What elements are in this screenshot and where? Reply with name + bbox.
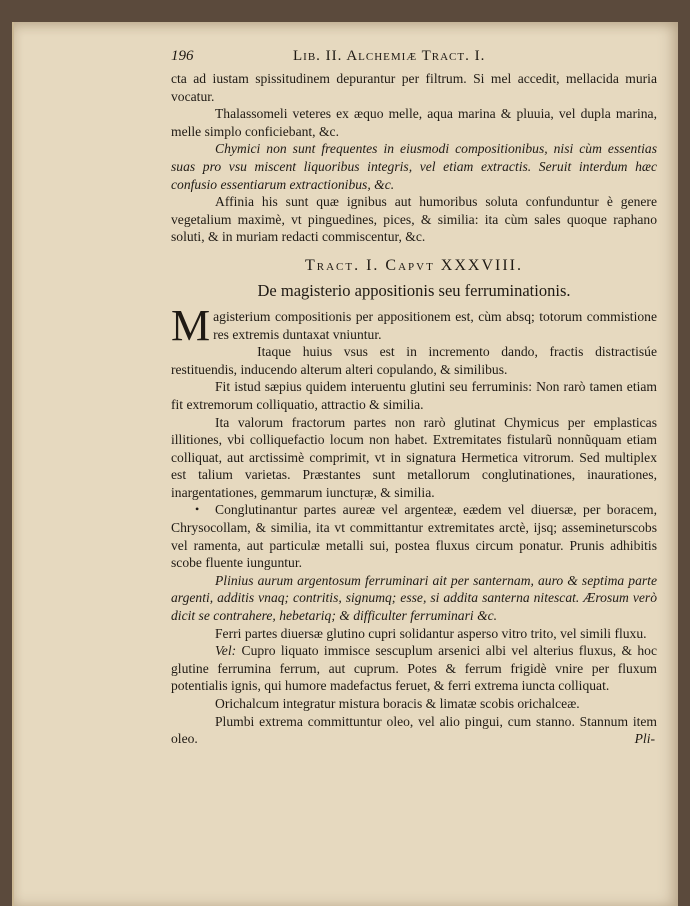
paragraph-chymici: Chymici non sunt frequentes in eiusmodi compositionibus, nisi cùm essentias suas pro vsu miscent liquoribus integris, vel etiam extractis. Seruit interdum hæc confusio essentiarum extractionibus, &c. bbox=[171, 141, 657, 192]
paragraph-orichalcum: Orichalcum integratur mistura boracis & limatæ scobis orichalceæ. bbox=[215, 696, 580, 711]
paragraph-thalassomeli: Thalassomeli veteres ex æquo melle, aqua marina & pluuia, vel dupla marina, melle simplo conficiebant, &c. bbox=[171, 106, 657, 139]
paragraph-magisterium-text: agisterium compositionis per appositionem est, cùm absq; totorum commistione res extremis duntaxat vniuntur. bbox=[213, 308, 657, 342]
paragraph-fit-istud: Fit istud sæpius quidem interuentu glutini seu ferruminis: Non rarò tamen etiam fit extremorum colliquatio, attractio & similia. bbox=[171, 379, 657, 412]
paragraph-vel-text: Cupro liquato immisce sescuplum arsenici albi vel alterius fluxus, & hoc glutine ferrumina ferrum, aut cuprum. Potes & ferrum frigidè vnire per fluxum potentialis ignis, qui humore madefactus feruet, & ferri extrema iuncta colliquat. bbox=[171, 643, 657, 694]
paragraph-plumbi bbox=[171, 713, 657, 748]
paragraph-continuation: cta ad iustam spissitudinem depurantur per filtrum. Si mel accedit, mellacida muria vocatur. bbox=[171, 71, 657, 104]
running-head bbox=[171, 48, 657, 70]
page-number: 196 bbox=[171, 48, 194, 64]
page-text bbox=[171, 48, 657, 748]
paragraph-conglutinantur-text: Conglutinantur partes aureæ vel argenteæ, eædem vel diuersæ, per boracem, Chrysocollam, & similia, ita vt committantur extremitates arctè, ijsq; assemineturscobs vel ramenta, aut particulæ metalli sui, postea fluxus circum ponatur. Prunis adhibitis scobe fluente iunguntur. bbox=[171, 502, 657, 571]
paragraph-vel-lead: Vel: bbox=[215, 643, 237, 659]
drop-cap: M bbox=[171, 300, 211, 350]
paragraph-plumbi-text: Plumbi extrema committuntur oleo, vel alio pingui, cum stanno. Stannum item oleo. bbox=[171, 713, 657, 747]
margin-bullet: • bbox=[195, 502, 200, 517]
paragraph-magisterium bbox=[171, 300, 657, 350]
paragraph-vel bbox=[171, 642, 657, 695]
paragraph-affinia: Affinia his sunt quæ ignibus aut humoribus soluta confunduntur è genere vegetalium maximè, vt pinguedines, pices, & similia: ita cùm sales quoque raphano soluti, & in muriam redacti commiscentur, &c. bbox=[171, 194, 657, 245]
running-title: Lib. II. Alchemiæ Tract. I. bbox=[293, 48, 486, 64]
catchword: Pli- bbox=[634, 731, 655, 747]
paragraph-conglutinantur bbox=[171, 501, 657, 571]
paragraph-plinius: Plinius aurum argentosum ferruminari ait per santernam, auro & septima parte argenti, additis vnaq; contritis, signumq; esse, si addita santerna nitescat. Ærosum verò dicit se contrahere, hebetariq; & difficulter ferruminari &c. bbox=[171, 572, 657, 624]
paragraph-ita-valorum: Ita valorum fractorum partes non rarò glutinat Chymicus per emplasticas illitiones, vbi colliquefactio locum non habet. Extremitates fistularũ nonnũquam etiam colliquat, aut arctissimè comprimit, vt in signatura Hermetica vitrorum. Sed multiplex est talium varietas. Præstantes sunt metallorum conglutinationes, inaurationes, inargentationes, gemmarum iunctuṛæ, & similia. bbox=[171, 414, 657, 500]
paragraph-itaque: Itaque huius vsus est in incremento dando, fractis distractisúe restituendis, inducendo alterum alteri copulando, & similibus. bbox=[171, 344, 657, 377]
paragraph-ferri-partes: Ferri partes diuersæ glutino cupri solidantur asperso vitro trito, vel simili fluxu. bbox=[215, 625, 647, 641]
chapter-subtitle: De magisterio appositionis seu ferruminationis. bbox=[257, 280, 571, 300]
chapter-heading: Tract. I. Capvt XXXVIII. bbox=[304, 256, 524, 274]
